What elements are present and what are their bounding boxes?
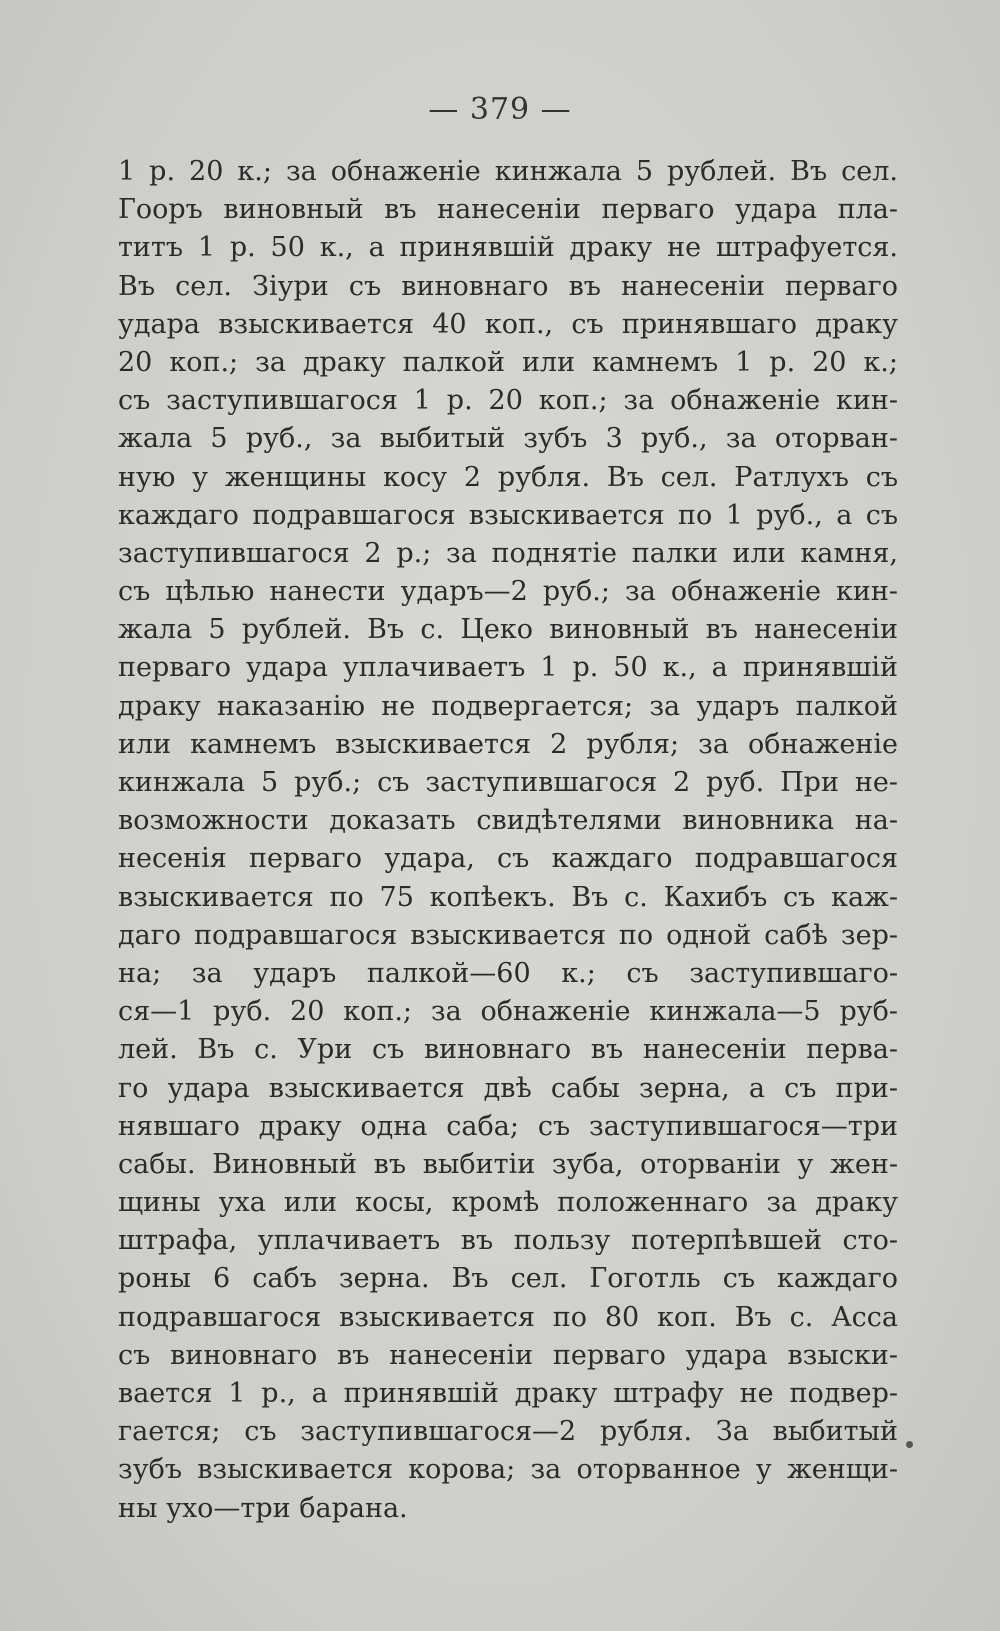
text-line: сабы. Виновный въ выбитіи зуба, оторваніи у жен-: [118, 1148, 898, 1180]
text-line: съ цѣлью нанести ударъ—2 руб.; за обнаженіе кин-: [118, 576, 898, 608]
text-line: гается; съ заступившагося—2 рубля. За выбитый: [118, 1416, 898, 1448]
text-line: штрафа, уплачиваетъ въ пользу потерпѣвшей сто-: [118, 1225, 898, 1257]
text-line: кинжала 5 руб.; съ заступившагося 2 руб. При не-: [118, 767, 898, 798]
text-line: 20 коп.; за драку палкой или камнемъ 1 р. 20 к.;: [118, 346, 898, 378]
text-line: ся—1 руб. 20 коп.; за обнаженіе кинжала—5 руб-: [118, 996, 898, 1028]
text-line: даго подравшагося взыскивается по одной сабѣ зер-: [118, 919, 898, 951]
text-line: ны ухо—три барана.: [118, 1492, 408, 1524]
text-line: или камнемъ взыскивается 2 рубля; за обнаженіе: [118, 728, 898, 760]
body-text: [118, 153, 898, 1528]
page-number: — 379 —: [428, 92, 572, 127]
text-line: Гооръ виновный въ нанесеніи перваго удара пла-: [118, 194, 898, 226]
ink-dot: [906, 1441, 913, 1448]
text-line: съ виновнаго въ нанесеніи перваго удара взыски-: [118, 1339, 898, 1371]
text-line: 1 р. 20 к.; за обнаженіе кинжала 5 рублей. Въ сел.: [118, 156, 898, 187]
text-line: Въ сел. Зіури съ виновнаго въ нанесеніи перваго: [118, 270, 898, 302]
text-line: нявшаго драку одна саба; съ заступившагося—три: [118, 1110, 898, 1142]
text-line: несенія перваго удара, съ каждаго подравшагося: [118, 843, 898, 875]
text-line: щины уха или косы, кромѣ положеннаго за драку: [118, 1187, 898, 1219]
text-line: титъ 1 р. 50 к., а принявшій драку не штрафуется.: [118, 232, 898, 264]
text-line: роны 6 сабъ зерна. Въ сел. Гоготль съ каждаго: [118, 1263, 898, 1295]
text-line: жала 5 рублей. Въ с. Цеко виновный въ нанесеніи: [118, 614, 898, 646]
text-line: на; за ударъ палкой—60 к.; съ заступившаго-: [118, 957, 898, 989]
text-line: каждаго подравшагося взыскивается по 1 руб., а съ: [118, 499, 898, 531]
text-line: лей. Въ с. Ури съ виновнаго въ нанесеніи перва-: [118, 1034, 898, 1066]
text-line: возможности доказать свидѣтелями виновника на-: [118, 805, 898, 837]
text-line: удара взыскивается 40 коп., съ принявшаго драку: [118, 308, 898, 340]
text-line: взыскивается по 75 копѣекъ. Въ с. Кахибъ съ каж-: [118, 881, 898, 913]
text-line: заступившагося 2 р.; за поднятіе палки или камня,: [118, 537, 898, 569]
text-line: перваго удара уплачиваетъ 1 р. 50 к., а принявшій: [118, 652, 898, 684]
text-line: драку наказанію не подвергается; за ударъ палкой: [118, 690, 898, 722]
text-line: зубъ взыскивается корова; за оторванное у женщи-: [118, 1454, 898, 1486]
text-line: съ заступившагося 1 р. 20 коп.; за обнаженіе кин-: [118, 385, 898, 417]
text-line: го удара взыскивается двѣ сабы зерна, а съ при-: [118, 1072, 898, 1104]
text-line: жала 5 руб., за выбитый зубъ 3 руб., за оторван-: [118, 423, 898, 455]
text-line: ную у женщины косу 2 рубля. Въ сел. Ратлухъ съ: [118, 461, 898, 493]
text-line: вается 1 р., а принявшій драку штрафу не подвер-: [118, 1378, 898, 1409]
text-line: подравшагося взыскивается по 80 коп. Въ с. Асса: [118, 1301, 898, 1333]
